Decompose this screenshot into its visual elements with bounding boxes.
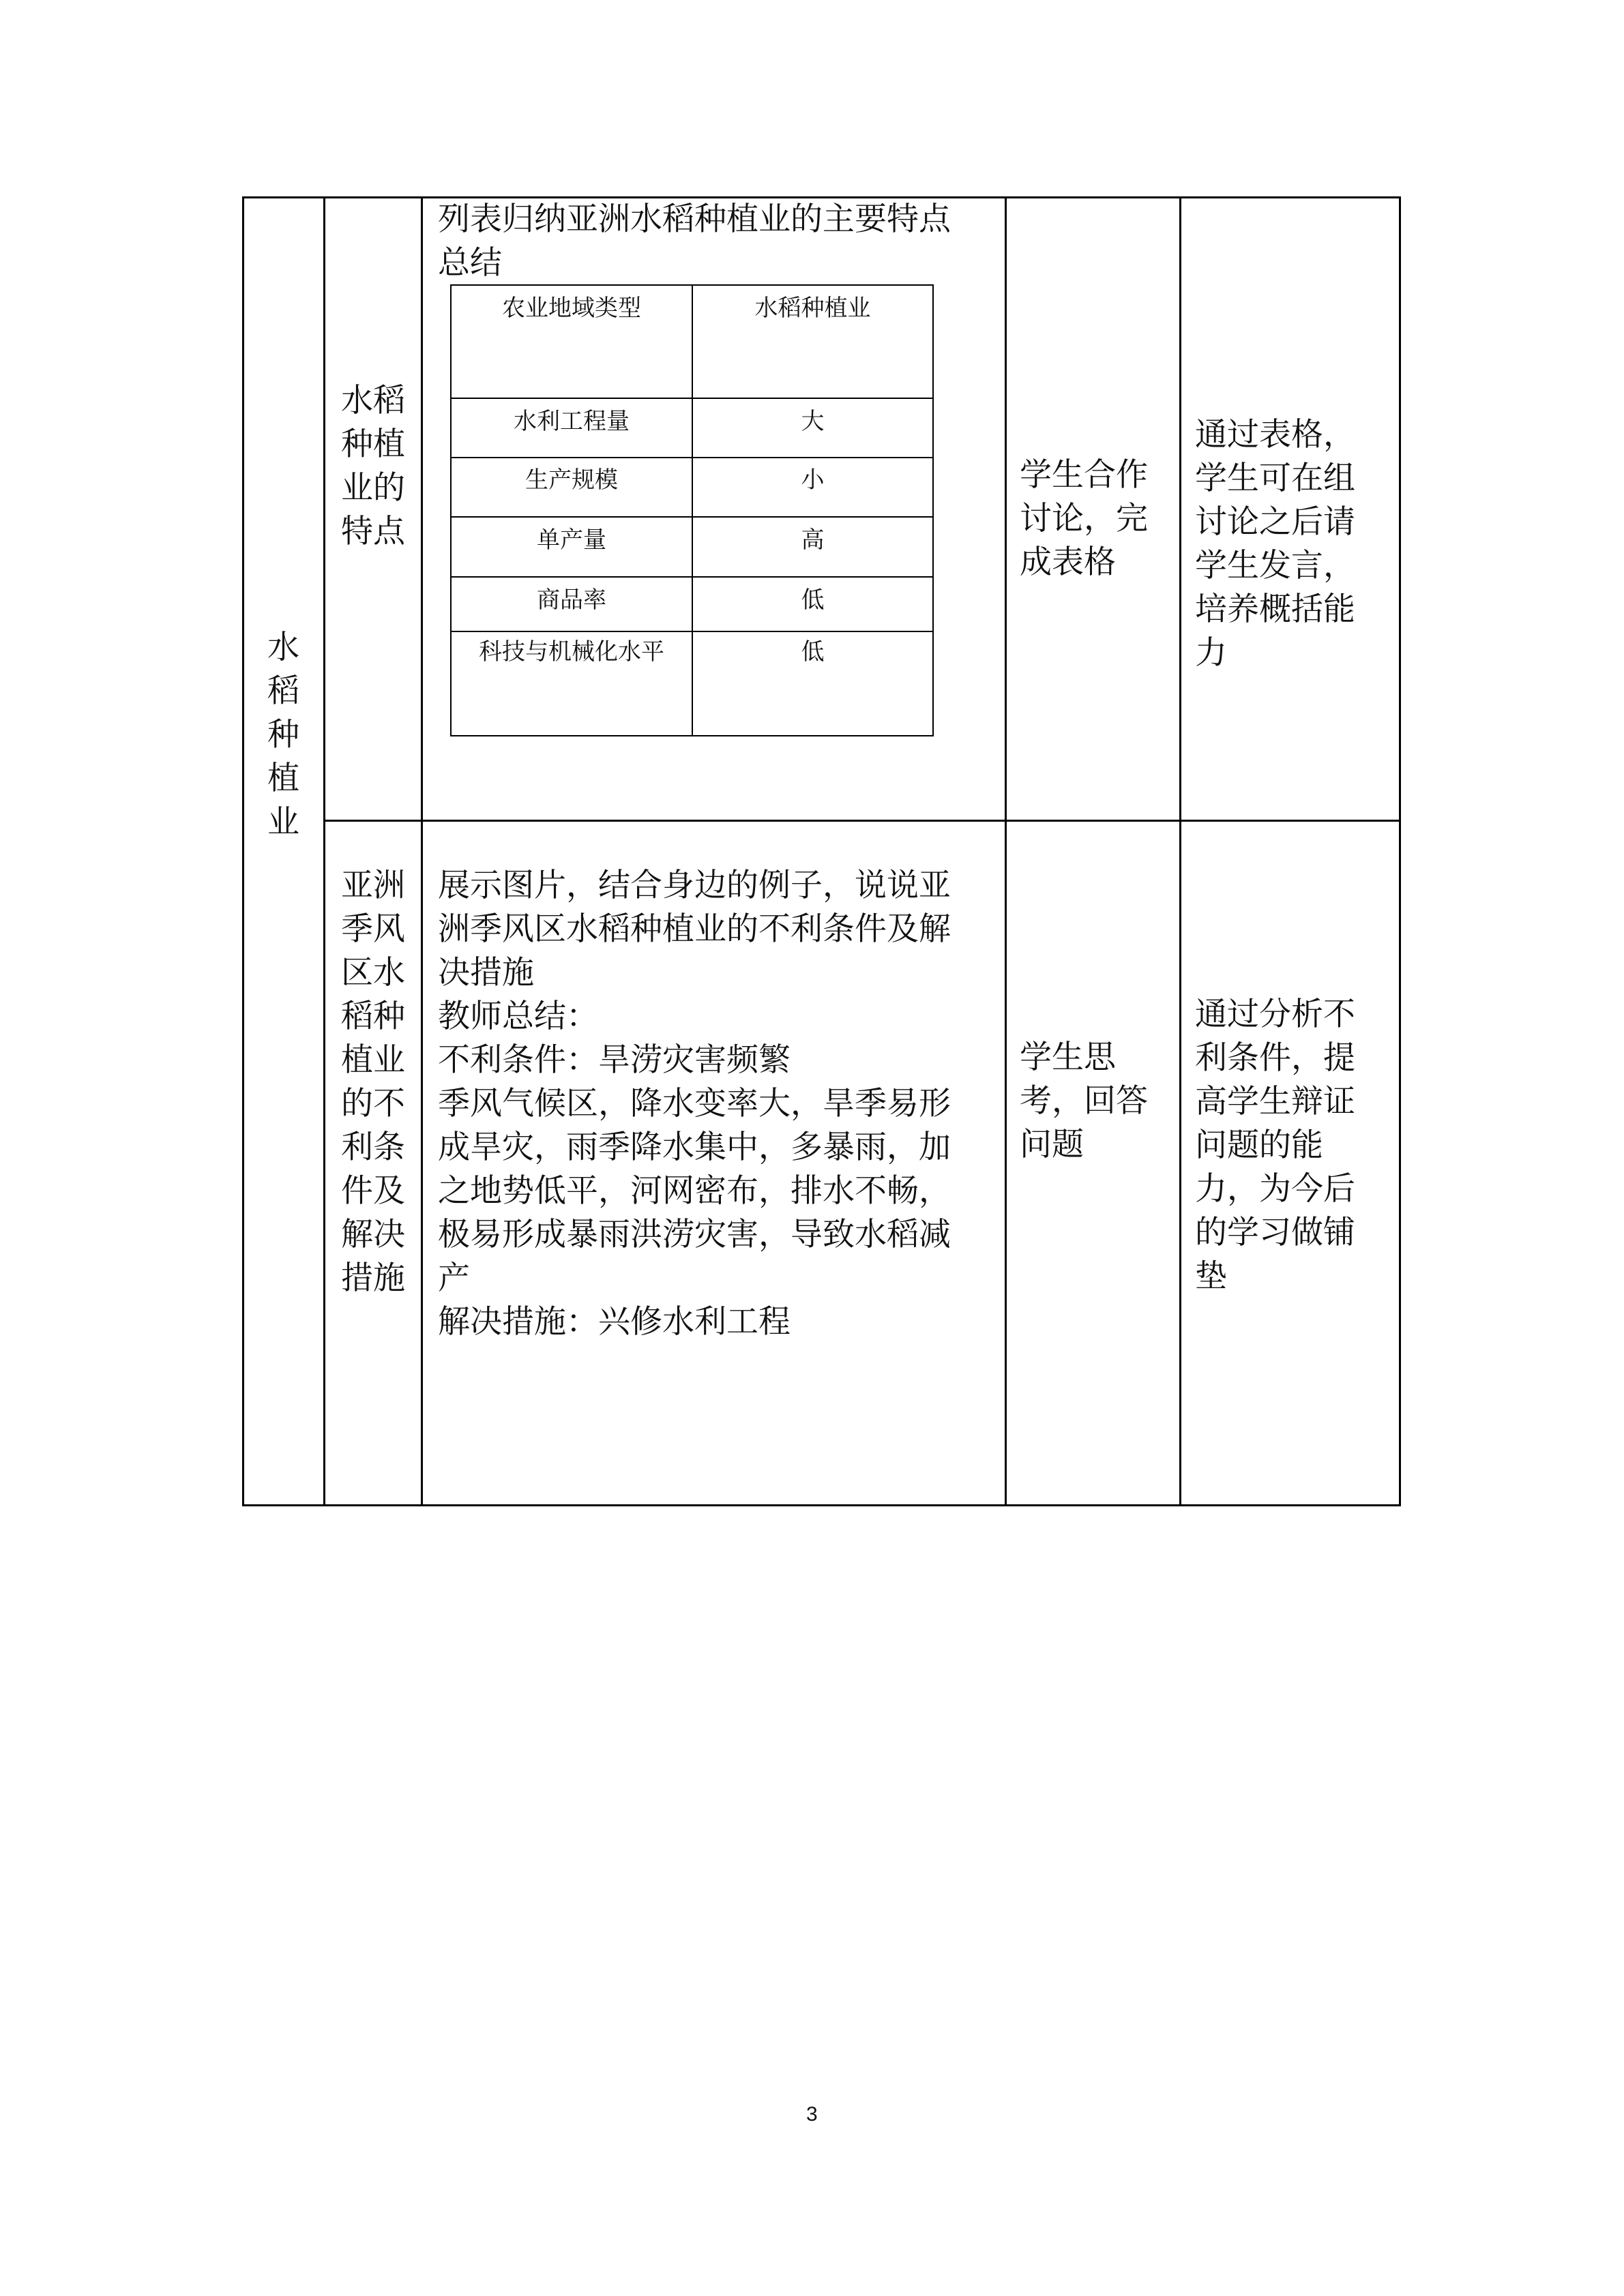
section-label-char: 水 [267, 629, 299, 666]
row2-topic-line: 季风 [341, 910, 405, 948]
row1-topic-line: 特点 [341, 513, 405, 550]
section-label-char: 种 [267, 716, 299, 754]
row1-intent-line: 培养概括能 [1195, 591, 1355, 628]
row1-student-activity [1020, 453, 1177, 584]
col-divider-4 [1179, 196, 1181, 1506]
table-right-border [1399, 196, 1401, 1506]
row2-teacher-line: 不利条件：旱涝灾害频繁 [438, 1041, 791, 1079]
row2-topic-line: 植业 [341, 1041, 405, 1079]
row2-teacher-line: 解决措施：兴修水利工程 [438, 1303, 791, 1341]
row2-intent-line: 利条件，提 [1195, 1039, 1355, 1077]
inner-table-cell: 低 [801, 586, 825, 614]
row1-intent-line: 通过表格， [1195, 416, 1355, 453]
inner-table-line [692, 284, 693, 736]
section-label-full [267, 626, 268, 627]
section-label-char: 业 [267, 803, 299, 841]
inner-table-line [932, 284, 934, 736]
row2-topic-line: 措施 [341, 1259, 405, 1297]
table-bottom-border [242, 1504, 1401, 1506]
inner-table-cell: 小 [801, 466, 825, 494]
row2-intent-line: 的学习做铺 [1195, 1214, 1355, 1251]
row2-teacher-line: 教师总结： [438, 998, 598, 1035]
row2-intent-line: 通过分析不 [1195, 996, 1355, 1033]
row2-intent-line: 力，为今后 [1195, 1170, 1355, 1208]
row1-intent-line: 讨论之后请 [1195, 503, 1355, 541]
inner-table-cell: 生产规模 [525, 466, 618, 494]
inner-table-cell: 单产量 [537, 526, 606, 554]
row1-teacher-line: 列表归纳亚洲水稻种植业的主要特点 [438, 200, 951, 238]
row2-topic-line: 的不 [341, 1085, 405, 1122]
row1-topic-line: 水稻 [341, 382, 405, 419]
row1-topic-line: 业的 [341, 469, 405, 507]
inner-table-header: 农业地域类型 [502, 295, 641, 322]
row2-topic-line: 利条 [341, 1129, 405, 1166]
inner-table-cell: 科技与机械化水平 [479, 638, 664, 666]
row2-design-intent [1195, 993, 1396, 1298]
row1-topic [341, 379, 416, 554]
row2-intent-line: 高学生辩证 [1195, 1083, 1355, 1120]
row1-intent-line: 学生可在组 [1195, 460, 1355, 497]
row2-intent-line: 垫 [1195, 1257, 1227, 1295]
row2-student-line: 学生思 [1020, 1039, 1116, 1076]
row2-teacher-line: 展示图片，结合身边的例子，说说亚 [438, 867, 951, 904]
section-label [267, 626, 308, 844]
row2-topic-full [341, 864, 342, 865]
table-left-border [242, 196, 244, 1506]
row2-topic-line: 亚洲 [341, 867, 405, 904]
row2-teacher-line: 季风气候区，降水变率大，旱季易形 [438, 1085, 951, 1122]
row2-topic-line: 件及 [341, 1172, 405, 1210]
section-label-char: 植 [267, 760, 299, 797]
inner-table-cell: 高 [801, 526, 825, 554]
inner-table-line [450, 284, 452, 736]
row1-intent-line: 力 [1195, 634, 1227, 672]
row2-topic [341, 864, 416, 1300]
row2-teacher-line: 成旱灾，雨季降水集中，多暴雨，加 [438, 1129, 951, 1166]
row1-intent-full [1195, 413, 1196, 414]
inner-table-cell: 商品率 [537, 586, 606, 614]
row2-intent-line: 问题的能 [1195, 1127, 1323, 1164]
row2-teacher-line: 极易形成暴雨洪涝灾害，导致水稻减 [438, 1216, 951, 1253]
inner-table-cell: 水利工程量 [514, 408, 630, 435]
row2-teacher-line: 决措施 [438, 954, 534, 992]
col-divider-2 [421, 196, 423, 1506]
row1-teacher-activity [438, 198, 997, 285]
inner-table-cell: 大 [801, 408, 825, 435]
inner-table-header: 水稻种植业 [754, 295, 871, 322]
col-divider-3 [1005, 196, 1007, 1506]
row2-student-line: 考，回答 [1020, 1082, 1148, 1120]
row2-topic-line: 稻种 [341, 998, 405, 1035]
inner-table-cell: 低 [801, 638, 825, 666]
row2-topic-line: 解决 [341, 1216, 405, 1253]
row1-teacher-line: 总结 [438, 244, 502, 282]
row2-teacher-line: 之地势低平，河网密布，排水不畅， [438, 1172, 951, 1210]
section-label-char: 稻 [267, 672, 299, 710]
row2-student-line: 问题 [1020, 1126, 1084, 1163]
row2-teacher-line: 产 [438, 1259, 470, 1297]
row2-topic-line: 区水 [341, 954, 405, 992]
row1-student-line: 成表格 [1020, 543, 1116, 581]
row2-student-activity [1020, 1036, 1177, 1167]
row2-teacher-activity [438, 864, 1001, 1344]
page-number: 3 [806, 2103, 818, 2126]
row1-intent-line: 学生发言， [1195, 547, 1355, 584]
row-divider [323, 820, 1401, 822]
row1-student-line: 讨论，完 [1020, 500, 1148, 537]
row1-topic-line: 种植 [341, 426, 405, 463]
row1-student-line: 学生合作 [1020, 456, 1148, 494]
row2-teacher-line: 洲季风区水稻种植业的不利条件及解 [438, 910, 951, 948]
row1-topic-full [341, 379, 342, 380]
col-divider-1 [323, 196, 325, 1506]
row1-design-intent [1195, 413, 1396, 675]
